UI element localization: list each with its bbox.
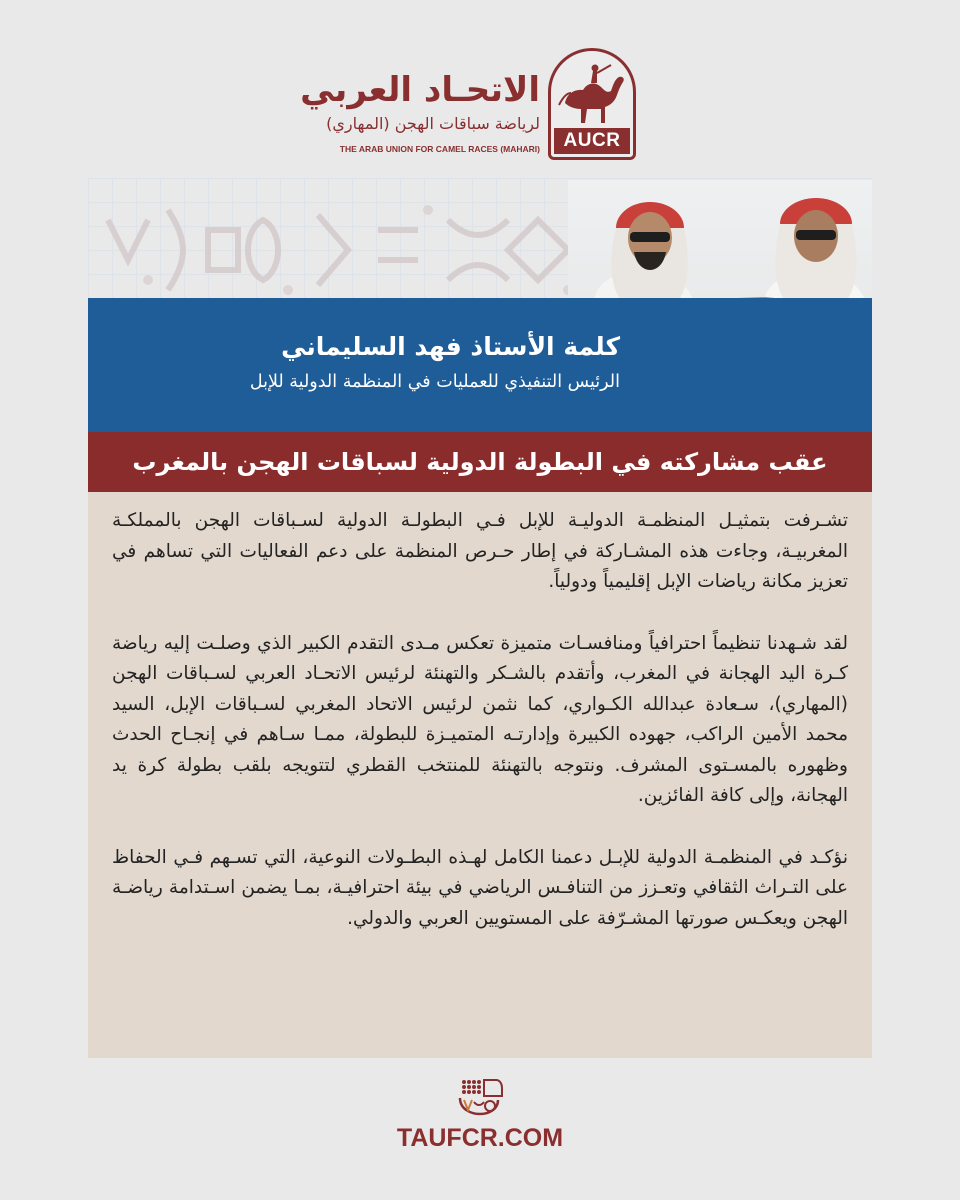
brand-subtitle-en: THE ARAB UNION FOR CAMEL RACES (MAHARI) — [339, 144, 540, 154]
logo-abbr: AUCR — [554, 128, 630, 154]
paragraph-1: تشـرفت بتمثيـل المنظمـة الدوليـة للإبل فـي البطولـة الدولية لسـباقات الهجن بالمملكـة المغربيـة، وجاءت هذه المشـاركة في إطار حـرص المنظمة على دعم الفعاليات التي تساهم في تعزيز مكانة رياضات الإبل إقليمياً ودولياً. — [112, 510, 848, 592]
speaker-band — [88, 298, 872, 432]
heritage-pattern — [88, 200, 588, 300]
body-text — [112, 506, 848, 965]
speaker-name: كلمة الأستاذ فهد السليماني — [281, 332, 620, 361]
website-link[interactable]: TAUFCR.COM — [396, 1124, 564, 1152]
heritage-emblem-icon — [450, 1076, 510, 1116]
paragraph-3: نؤكـد في المنظمـة الدولية للإبـل دعمنا الكامل لهـذه البطـولات النوعية، التي تسـهم فـي الحفاظ على التـراث الثقافي وتعـزز من التنافـس الرياضي في بيئة احترافيـة، بمـا يضمن اسـتدامة رياضـة الهجن ويعكـس صورتها المشـرّفة على المستويين العربي والدولي. — [112, 846, 848, 929]
aucr-logo — [548, 48, 636, 160]
brand-title: الاتحـاد العربي — [300, 70, 540, 110]
brand-subtitle-ar: لرياضة سباقات الهجن (المهاري) — [326, 114, 540, 133]
header — [0, 48, 960, 163]
headline: عقب مشاركته في البطولة الدولية لسباقات الهجن بالمغرب — [132, 448, 828, 476]
speaker-role: الرئيس التنفيذي للعمليات في المنظمة الدولية للإبل — [249, 372, 620, 392]
paragraph-2: لقد شـهدنا تنظيماً احترافياً ومنافسـات متميزة تعكس مـدى التقدم الكبير الذي وصلـت إليه رياضة كـرة اليد الهجانة في المغرب، وأتقدم بالشـكر والتهنئة لرئيس الاتحـاد العربي لسـباقات الهجن (المهاري)، سـعادة عبدالله الكـواري، كما نثمن لرئيس الاتحاد المغربي لسـباقات الإبل، السيد محمد الأمين الراكب، جهوده الكبيرة وإدارتـه المتميـزة للبطولة، ممـا سـاهم في إنجـاح الحدث وظهوره بالمسـتوى المشرف. ونتوجه بالتهنئة للمنتخب القطري لتتويجه بلقب بطولة كرة يد الهجانة، وإلى كافة الفائزين. — [112, 632, 848, 806]
camel-rider-icon — [557, 63, 629, 127]
